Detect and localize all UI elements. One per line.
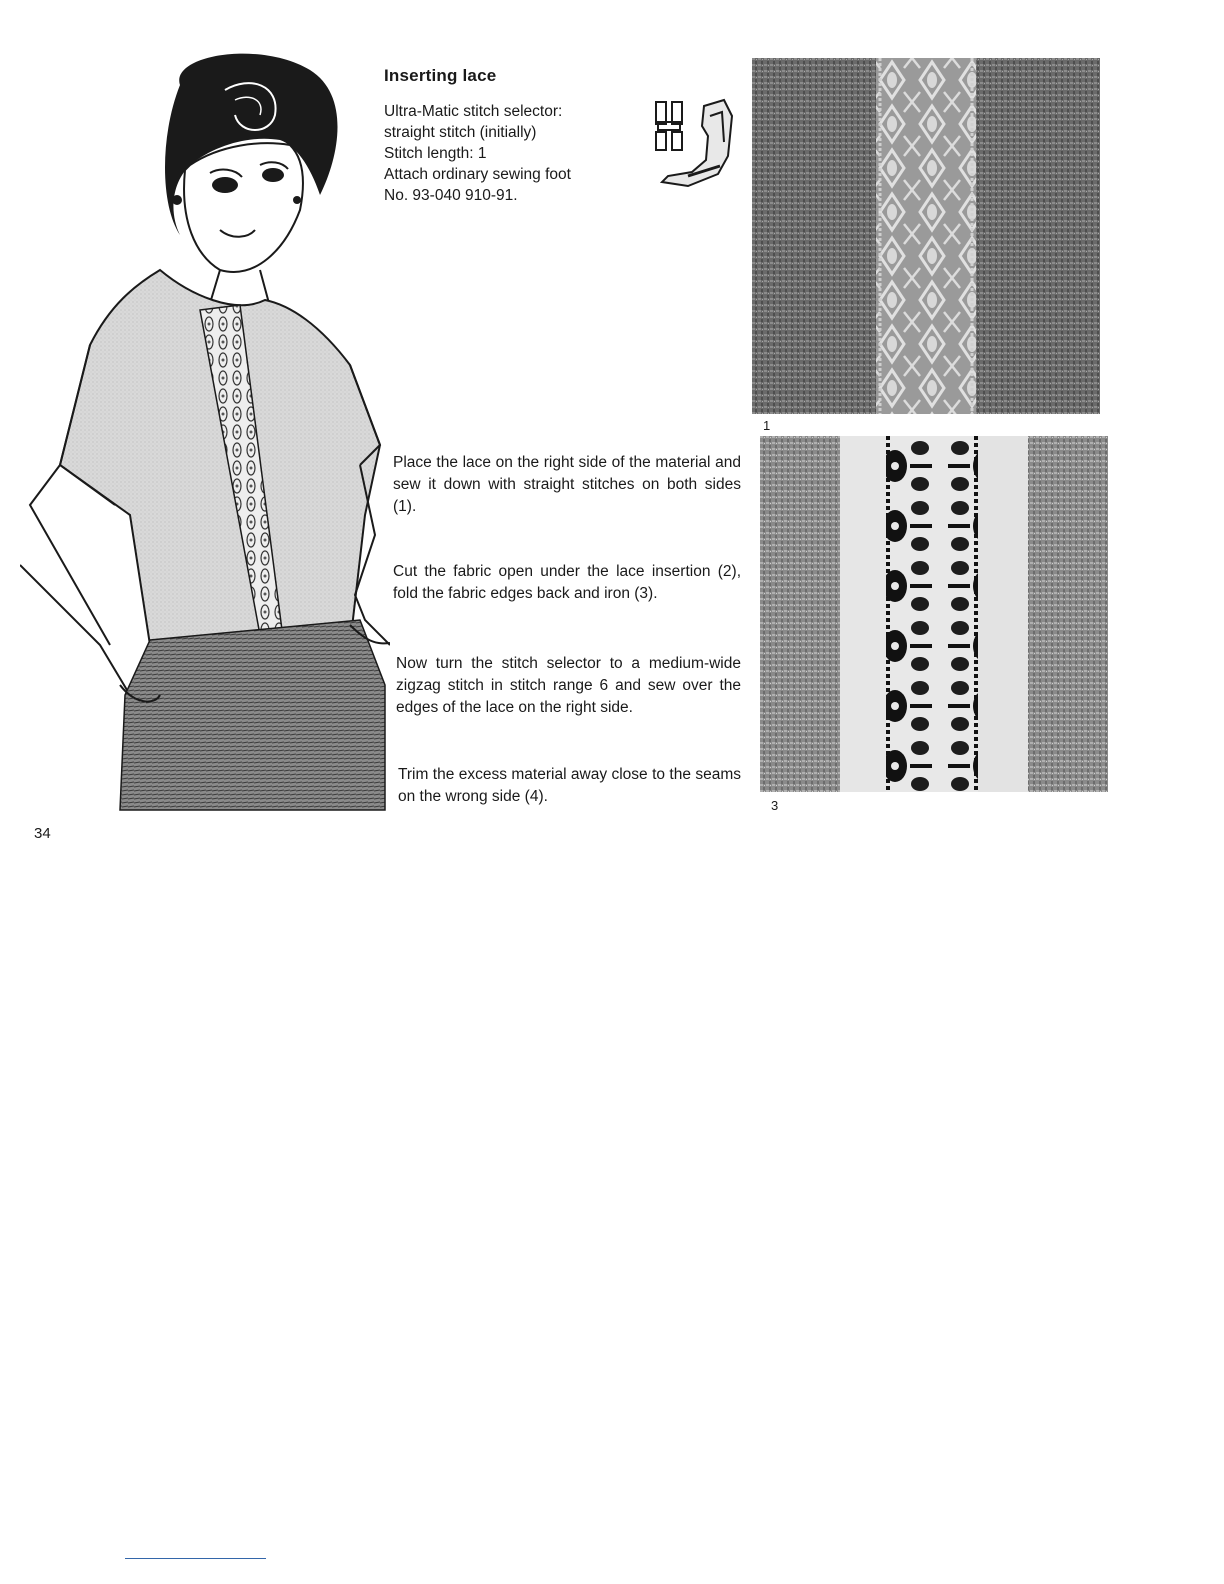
setting-line: Attach ordinary sewing foot xyxy=(384,166,571,183)
instruction-paragraph: Place the lace on the right side of the material and sew it down with straight stitches on both sides (1). xyxy=(393,454,741,515)
instruction-paragraph: Trim the excess material away close to the seams on the wrong side (4). xyxy=(398,766,741,805)
setting-line: straight stitch (initially) xyxy=(384,124,537,141)
instruction-paragraph: Now turn the stitch selector to a medium-wide zigzag stitch in stitch range 6 and sew over the edges of the lace on the right side. xyxy=(396,655,741,716)
lace-photo-1 xyxy=(752,58,1100,414)
lace-photo-3 xyxy=(760,436,1108,792)
section-title: Inserting lace xyxy=(384,66,497,85)
setting-line: No. 93-040 910-91. xyxy=(384,187,518,204)
figure-label: 3 xyxy=(771,798,779,813)
sewing-foot-icon xyxy=(648,96,740,192)
footer-rule xyxy=(125,1558,266,1559)
figure-label: 1 xyxy=(763,418,771,433)
setting-line: Stitch length: 1 xyxy=(384,145,487,162)
page-number: 34 xyxy=(34,825,51,842)
setting-line: Ultra-Matic stitch selector: xyxy=(384,103,563,120)
instruction-paragraph: Cut the fabric open under the lace insertion (2), fold the fabric edges back and iron (3). xyxy=(393,563,741,602)
woman-illustration xyxy=(20,45,390,815)
